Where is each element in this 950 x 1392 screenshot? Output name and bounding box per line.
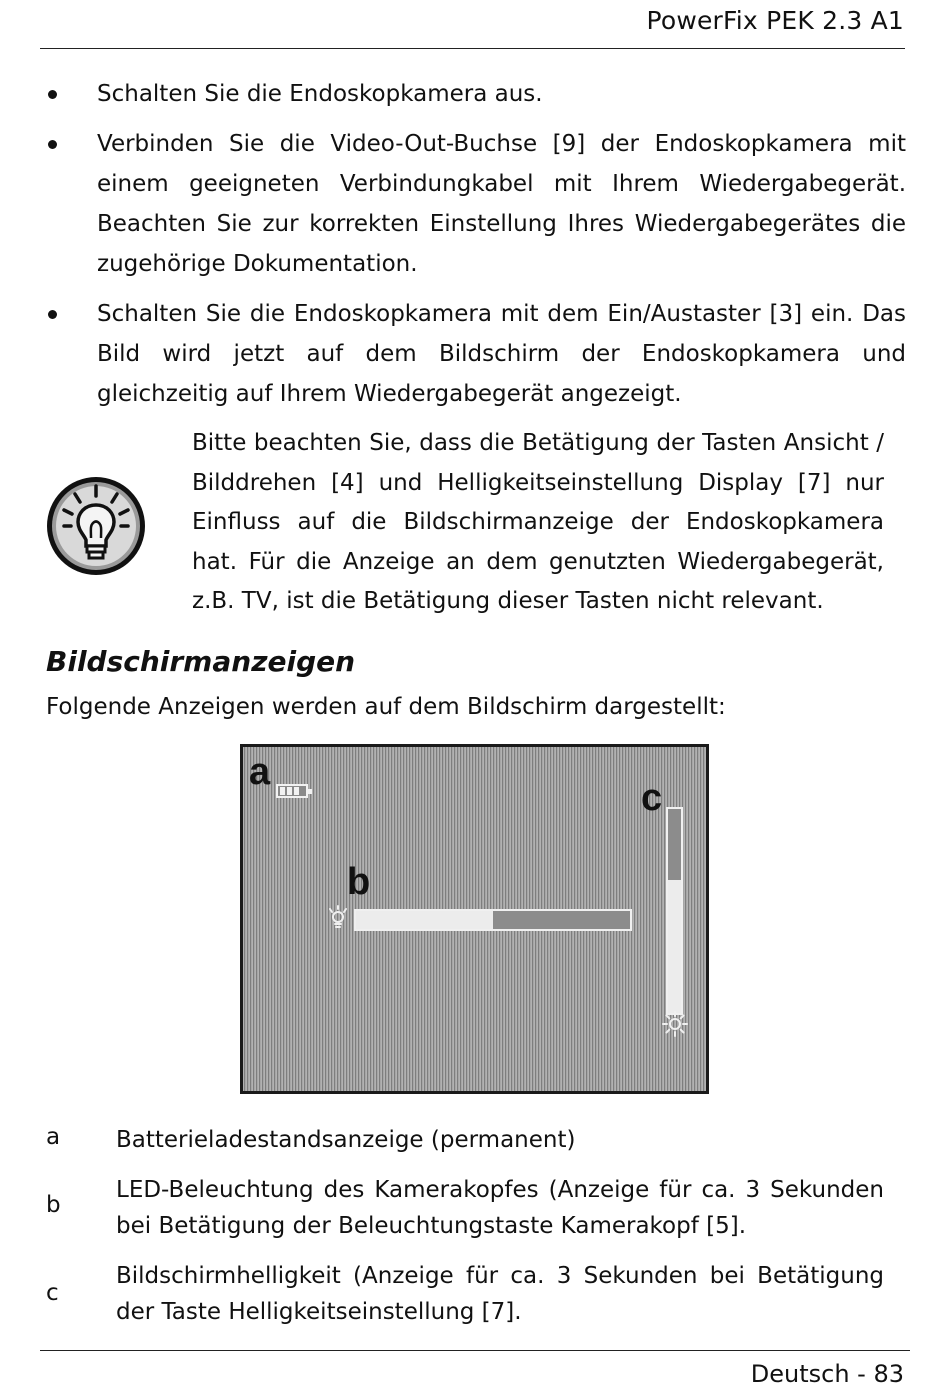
page-number: Deutsch - 83	[750, 1360, 904, 1388]
battery-icon	[276, 784, 308, 798]
list-item	[46, 294, 906, 414]
header-divider	[40, 48, 905, 49]
footer-divider	[40, 1350, 910, 1351]
bullet-text: Verbinden Sie die Video-Out-Buchse [9] der Endoskopkamera mit einem geeigneten Verbindungkabel mit Ihrem Wiedergabegerät. Beachten Sie zur korrekten Einstellung Ihres Wiedergabegerätes die zugehörige Dokumentation.	[97, 131, 906, 277]
legend-text-a: Batterieladestandsanzeige (permanent)	[116, 1127, 576, 1153]
page-header: PowerFix PEK 2.3 A1	[646, 6, 904, 35]
note-text: Bitte beachten Sie, dass die Betätigung der Tasten Ansicht / Bilddrehen [4] und Helligkeitseinstellung Display [7] nur Einfluss auf die Bildschirmanzeige der Endoskopkamera hat. Für die Anzeige an dem genutzten Wiedergabegerät, z.B. TV, ist die Betätigung dieser Tasten nicht relevant.	[192, 430, 884, 614]
list-item	[46, 124, 906, 284]
sun-icon	[662, 1011, 688, 1037]
led-level-fill	[356, 911, 493, 929]
lightbulb-icon	[44, 474, 148, 578]
led-bulb-icon	[327, 905, 349, 931]
legend-key-c: c	[46, 1280, 59, 1306]
list-item	[46, 74, 906, 114]
legend-key-b: b	[46, 1192, 61, 1218]
section-title: Bildschirmanzeigen	[46, 645, 356, 678]
legend-text-b: LED-Beleuchtung des Kamerakopfes (Anzeige für ca. 3 Sekunden bei Betätigung der Beleuchtungstaste Kamerakopf [5].	[116, 1177, 884, 1239]
label-c: c	[641, 777, 663, 819]
screen-display-figure	[240, 744, 709, 1094]
legend-text-c: Bildschirmhelligkeit (Anzeige für ca. 3 Sekunden bei Betätigung der Taste Helligkeitseinstellung [7].	[116, 1263, 884, 1325]
legend-key-a: a	[46, 1124, 61, 1150]
label-b: b	[347, 861, 371, 903]
brightness-level-bar	[666, 807, 683, 1015]
bullet-text: Schalten Sie die Endoskopkamera mit dem Ein/Austaster [3] ein. Das Bild wird jetzt auf dem Bildschirm der Endoskopkamera und gleichzeitig auf Ihrem Wiedergabegerät angezeigt.	[97, 301, 906, 407]
label-a: a	[249, 751, 271, 793]
bullet-text: Schalten Sie die Endoskopkamera aus.	[97, 81, 543, 107]
brightness-level-fill	[668, 880, 681, 1013]
section-intro: Folgende Anzeigen werden auf dem Bildschirm dargestellt:	[46, 694, 726, 720]
led-level-bar	[354, 909, 632, 931]
